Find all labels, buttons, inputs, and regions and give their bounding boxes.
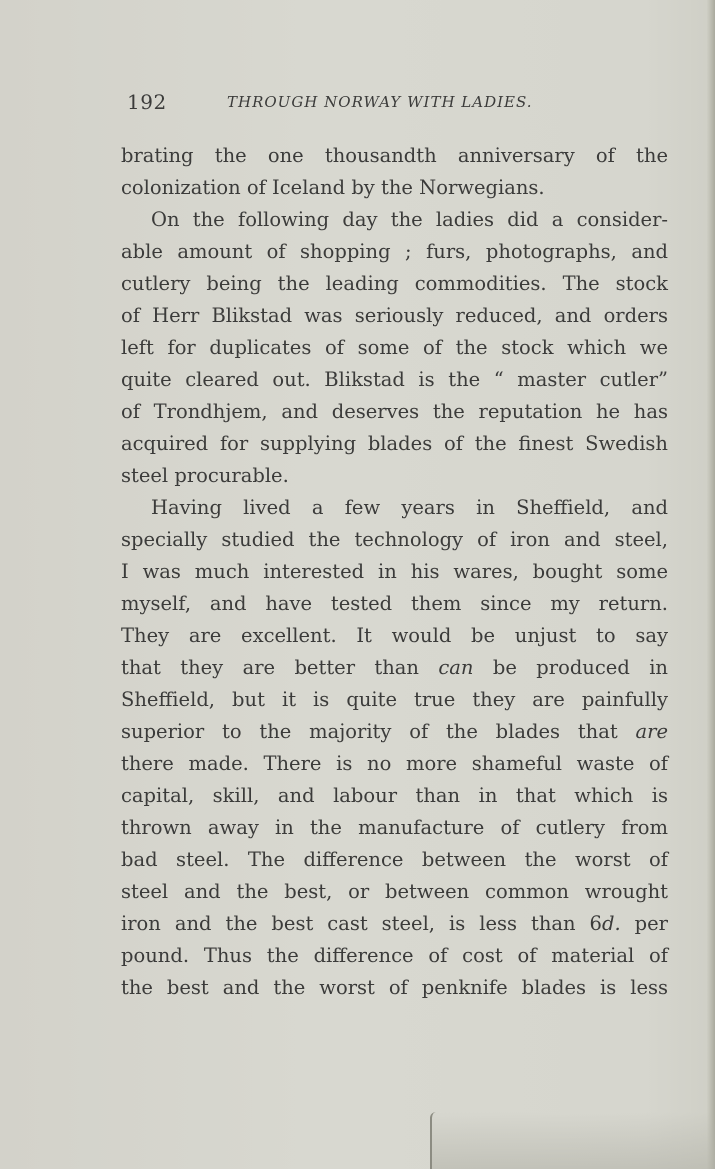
text-fragment: per: [620, 912, 668, 935]
running-head: THROUGH NORWAY WITH LADIES.: [227, 93, 533, 111]
text-line: able amount of shopping ; furs, photographs, and: [121, 240, 668, 263]
text-line: there made. There is no more shameful waste of: [121, 752, 668, 775]
page-number: 192: [127, 90, 167, 114]
text-line: pound. Thus the difference of cost of material of: [121, 944, 668, 967]
text-fragment: that they are better than: [121, 656, 439, 679]
text-line: I was much interested in his wares, bought some: [121, 560, 668, 583]
italic-word: are: [635, 720, 668, 743]
text-fragment: superior to the majority of the blades that: [121, 720, 636, 743]
page-corner-shadow: [430, 1112, 715, 1169]
text-line: [121, 716, 668, 748]
text-line: the best and the worst of penknife blades is less: [121, 976, 668, 999]
text-line: steel and the best, or between common wrought: [121, 880, 668, 903]
italic-word: can: [438, 656, 474, 679]
text-line: quite cleared out. Blikstad is the “ master cutler”: [121, 368, 668, 391]
text-line: of Herr Blikstad was seriously reduced, and orders: [121, 304, 668, 327]
page-header: [127, 90, 587, 118]
text-line: colonization of Iceland by the Norwegians.: [121, 176, 545, 199]
text-line: [121, 908, 668, 940]
text-line: acquired for supplying blades of the finest Swedish: [121, 432, 668, 455]
body-text: [121, 140, 668, 1004]
text-line: Sheffield, but it is quite true they are painfully: [121, 688, 668, 711]
text-fragment: be produced in: [473, 656, 668, 679]
text-line: They are excellent. It would be unjust to say: [121, 624, 668, 647]
text-line: left for duplicates of some of the stock which we: [121, 336, 668, 359]
page-edge: [707, 0, 715, 1169]
text-line: On the following day the ladies did a consider-: [151, 208, 668, 231]
text-line: thrown away in the manufacture of cutlery from: [121, 816, 668, 839]
text-line: myself, and have tested them since my return.: [121, 592, 668, 615]
text-line: Having lived a few years in Sheffield, and: [151, 496, 668, 519]
text-line: brating the one thousandth anniversary of the: [121, 144, 668, 167]
text-line: of Trondhjem, and deserves the reputation he has: [121, 400, 668, 423]
text-line: capital, skill, and labour than in that which is: [121, 784, 668, 807]
text-fragment: iron and the best cast steel, is less than 6: [121, 912, 602, 935]
text-line: steel procurable.: [121, 464, 289, 487]
text-line: specially studied the technology of iron and steel,: [121, 528, 668, 551]
text-line: bad steel. The difference between the worst of: [121, 848, 668, 871]
text-line: [121, 652, 668, 684]
italic-word: d.: [601, 912, 621, 935]
text-line: cutlery being the leading commodities. The stock: [121, 272, 668, 295]
